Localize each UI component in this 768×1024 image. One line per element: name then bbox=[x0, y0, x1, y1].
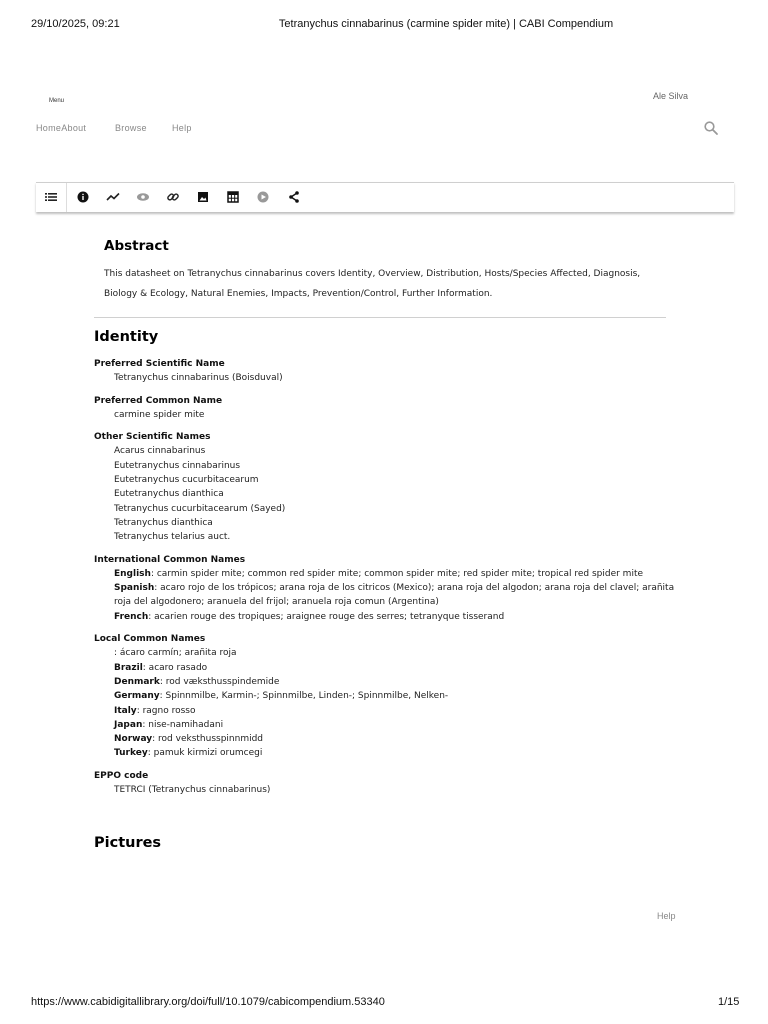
list-item: Eutetranychus cucurbitacearum bbox=[114, 475, 259, 486]
language-label: Spanish bbox=[114, 583, 155, 594]
country-label: Norway bbox=[114, 734, 153, 745]
play-icon[interactable] bbox=[256, 190, 270, 204]
list-item: Eutetranychus cinnabarinus bbox=[114, 460, 241, 471]
field-value: Tetranychus cinnabarinus (Boisduval) bbox=[114, 373, 283, 384]
common-names: : Spinnmilbe, Karmin-; Spinnmilbe, Linden-; Spinnmilbe, Nelken- bbox=[159, 691, 449, 702]
field-label: Other Scientific Names bbox=[94, 432, 211, 443]
help-link[interactable]: Help bbox=[657, 911, 676, 921]
field-value: carmine spider mite bbox=[114, 409, 205, 420]
menu-button[interactable]: Menu bbox=[49, 98, 65, 104]
info-icon[interactable] bbox=[76, 190, 90, 204]
common-names: : ragno rosso bbox=[136, 705, 196, 716]
divider bbox=[94, 317, 666, 318]
language-label: English bbox=[114, 568, 151, 579]
international-common-names bbox=[94, 553, 684, 624]
common-names: : acarien rouge des tropiques; araignee rouge des serres; tetranyque tisserand bbox=[148, 611, 505, 622]
list-item: Tetranychus cucurbitacearum (Sayed) bbox=[114, 503, 286, 514]
user-name[interactable]: Ale Silva bbox=[653, 91, 689, 101]
field-label: International Common Names bbox=[94, 554, 246, 565]
link-icon[interactable] bbox=[166, 190, 180, 204]
eye-icon[interactable] bbox=[136, 190, 150, 204]
country-label: Germany bbox=[114, 691, 160, 702]
print-url: https://www.cabidigitallibrary.org/doi/full/10.1079/cabicompendium.53340 bbox=[31, 996, 385, 1008]
common-names: : carmin spider mite; common red spider mite; common spider mite; red spider mite; tropical red spider mite bbox=[150, 568, 644, 579]
list-item bbox=[94, 746, 684, 760]
field-label: EPPO code bbox=[94, 770, 149, 781]
field-label: Preferred Common Name bbox=[94, 395, 223, 406]
list-item: Eutetranychus dianthica bbox=[114, 489, 224, 500]
common-names: : nise-namihadani bbox=[142, 719, 224, 730]
nav-home-about[interactable]: HomeAbout bbox=[36, 123, 87, 133]
common-names: : acaro rasado bbox=[142, 662, 208, 673]
list-item bbox=[94, 704, 684, 718]
eppo-code bbox=[94, 769, 684, 798]
list-item bbox=[94, 646, 684, 660]
identity-heading: Identity bbox=[94, 329, 159, 345]
common-names: : rod væksthusspindemide bbox=[159, 676, 280, 687]
list-item bbox=[94, 675, 684, 689]
list-icon[interactable] bbox=[44, 190, 58, 204]
field-label: Preferred Scientific Name bbox=[94, 359, 225, 369]
share-icon[interactable] bbox=[287, 190, 301, 204]
image-icon[interactable] bbox=[196, 190, 210, 204]
list-item: Tetranychus telarius auct. bbox=[114, 532, 231, 543]
preferred-scientific-name bbox=[94, 357, 684, 386]
common-names: : pamuk kirmizi orumcegi bbox=[147, 748, 263, 759]
nav-help[interactable]: Help bbox=[172, 123, 192, 133]
abstract-text: This datasheet on Tetranychus cinnabarinus covers Identity, Overview, Distribution, Hosts/Species Affected, Diagnosis, Biology & Ecology, Natural Enemies, Impacts, Prevention/Control, Further Information. bbox=[104, 269, 641, 299]
identity-fields bbox=[94, 357, 684, 805]
local-common-names bbox=[94, 632, 684, 761]
common-names: : acaro rojo de los trópicos; arana roja de los citricos (Mexico); arana roja del algodon; arana roja del clavel; arañita roja del algodonero; aranuela del frijol; aranuela roja comun (Argentina) bbox=[114, 583, 675, 608]
print-title: Tetranychus cinnabarinus (carmine spider mite) | CABI Compendium bbox=[278, 18, 614, 30]
country-label: Brazil bbox=[114, 662, 143, 673]
list-item bbox=[94, 661, 684, 675]
list-item bbox=[94, 581, 684, 610]
search-icon[interactable] bbox=[703, 120, 719, 136]
list-item bbox=[94, 567, 684, 581]
print-page-number: 1/15 bbox=[718, 996, 740, 1008]
country-label: Denmark bbox=[114, 676, 160, 687]
list-item: Acarus cinnabarinus bbox=[114, 446, 206, 457]
language-label: French bbox=[114, 611, 149, 622]
section-toolbar bbox=[36, 182, 734, 212]
other-scientific-names bbox=[94, 430, 684, 544]
country-label: Turkey bbox=[114, 748, 148, 759]
common-names: : ácaro carmín; arañita roja bbox=[114, 648, 237, 659]
pictures-heading: Pictures bbox=[94, 835, 162, 851]
table-icon[interactable] bbox=[226, 190, 240, 204]
abstract-heading: Abstract bbox=[104, 238, 169, 254]
country-label: Japan bbox=[114, 719, 143, 730]
preferred-common-name bbox=[94, 394, 684, 423]
list-item: Tetranychus dianthica bbox=[114, 517, 213, 528]
toolbar-divider bbox=[66, 183, 67, 212]
field-value: TETRCI (Tetranychus cinnabarinus) bbox=[114, 785, 271, 796]
country-label: Italy bbox=[114, 705, 137, 716]
common-names: : rod veksthusspinnmidd bbox=[152, 734, 264, 745]
list-item bbox=[94, 610, 684, 624]
list-item bbox=[94, 732, 684, 746]
list-item bbox=[94, 689, 684, 703]
trend-icon[interactable] bbox=[106, 190, 120, 204]
list-item bbox=[94, 718, 684, 732]
field-label: Local Common Names bbox=[94, 634, 206, 645]
nav-browse[interactable]: Browse bbox=[115, 123, 147, 133]
print-datetime: 29/10/2025, 09:21 bbox=[31, 18, 120, 30]
